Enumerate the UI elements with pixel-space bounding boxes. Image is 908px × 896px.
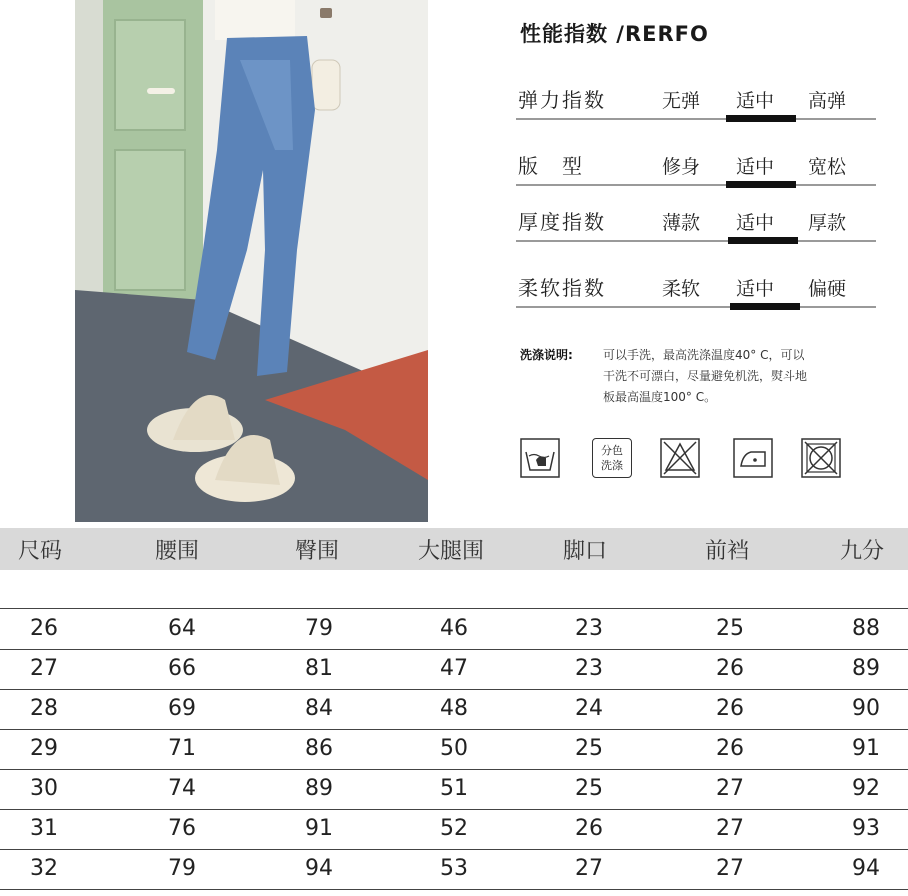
table-row: [0, 809, 908, 850]
elasticity-selected-marker: [726, 115, 796, 122]
header-waist: 腰围: [155, 539, 200, 564]
wash-instructions: [520, 345, 850, 408]
cell-thigh: 48: [440, 696, 468, 721]
cell-length: 91: [852, 736, 880, 761]
header-hip: 臀围: [295, 539, 340, 564]
table-row: [0, 649, 908, 690]
cell-hip: 89: [305, 776, 333, 801]
softness-row: [516, 270, 876, 308]
fit-option-3: 宽松: [808, 156, 847, 178]
cell-length: 92: [852, 776, 880, 801]
fit-option-2: 适中: [736, 156, 775, 178]
wash-line-1: 可以手洗，最高洗涤温度40° C，可以: [603, 348, 805, 362]
softness-option-3: 偏硬: [808, 278, 847, 300]
cell-leg-opening: 26: [575, 816, 603, 841]
elasticity-option-2: 适中: [736, 90, 775, 112]
softness-selected-marker: [730, 303, 800, 310]
cell-front-rise: 27: [716, 856, 744, 881]
table-row: [0, 729, 908, 770]
cell-leg-opening: 23: [575, 616, 603, 641]
separate-wash-text-1: 分色: [601, 444, 623, 457]
cell-front-rise: 25: [716, 616, 744, 641]
cell-thigh: 46: [440, 616, 468, 641]
separate-wash-text-2: 洗涤: [601, 459, 623, 472]
softness-label: 柔软指数: [518, 276, 606, 300]
cell-length: 88: [852, 616, 880, 641]
cell-front-rise: 27: [716, 776, 744, 801]
cell-hip: 79: [305, 616, 333, 641]
softness-option-1: 柔软: [662, 278, 701, 300]
size-table-header: [0, 528, 908, 570]
wash-label: 洗涤说明:: [520, 348, 573, 362]
cell-length: 93: [852, 816, 880, 841]
cell-length: 94: [852, 856, 880, 881]
header-thigh: 大腿围: [418, 539, 485, 564]
fit-row: [516, 148, 876, 186]
thickness-option-1: 薄款: [662, 212, 701, 234]
cell-hip: 84: [305, 696, 333, 721]
cell-waist: 69: [168, 696, 196, 721]
cell-hip: 91: [305, 816, 333, 841]
elasticity-label: 弹力指数: [518, 88, 606, 112]
table-row: [0, 689, 908, 730]
cell-size: 26: [30, 616, 58, 641]
cell-leg-opening: 24: [575, 696, 603, 721]
softness-option-2: 适中: [736, 278, 775, 300]
no-bleach-icon: [660, 438, 700, 478]
cell-hip: 94: [305, 856, 333, 881]
cell-thigh: 47: [440, 656, 468, 681]
header-front-rise: 前裆: [705, 539, 750, 564]
wash-line-2: 干洗不可漂白，尽量避免机洗，熨斗地: [603, 369, 808, 383]
cell-hip: 81: [305, 656, 333, 681]
cell-front-rise: 26: [716, 696, 744, 721]
cell-waist: 79: [168, 856, 196, 881]
cell-waist: 64: [168, 616, 196, 641]
cell-front-rise: 26: [716, 736, 744, 761]
cell-front-rise: 26: [716, 656, 744, 681]
product-photo: [75, 0, 428, 522]
cell-hip: 86: [305, 736, 333, 761]
elasticity-option-1: 无弹: [662, 90, 701, 112]
performance-title: 性能指数 /RERFO: [520, 22, 709, 46]
cell-size: 29: [30, 736, 58, 761]
cell-leg-opening: 23: [575, 656, 603, 681]
cell-thigh: 53: [440, 856, 468, 881]
thickness-row: [516, 204, 876, 242]
iron-icon: [733, 438, 773, 478]
elasticity-row: [516, 82, 876, 120]
cell-leg-opening: 27: [575, 856, 603, 881]
cell-thigh: 52: [440, 816, 468, 841]
table-row: [0, 609, 908, 650]
cell-size: 27: [30, 656, 58, 681]
cell-size: 32: [30, 856, 58, 881]
header-size: 尺码: [18, 539, 63, 564]
cell-size: 31: [30, 816, 58, 841]
cell-waist: 74: [168, 776, 196, 801]
fit-selected-marker: [726, 181, 796, 188]
fit-label: 版 型: [518, 154, 584, 178]
cell-waist: 71: [168, 736, 196, 761]
table-row: [0, 849, 908, 890]
cell-front-rise: 27: [716, 816, 744, 841]
wash-line-3: 板最高温度100° C。: [603, 390, 717, 404]
header-leg-opening: 脚口: [563, 539, 608, 564]
cell-thigh: 51: [440, 776, 468, 801]
hand-wash-icon: [520, 438, 560, 478]
thickness-label: 厚度指数: [518, 210, 606, 234]
header-length: 九分: [840, 539, 885, 564]
cell-length: 90: [852, 696, 880, 721]
cell-size: 30: [30, 776, 58, 801]
cell-size: 28: [30, 696, 58, 721]
cell-length: 89: [852, 656, 880, 681]
tumble-dry-icon: [801, 438, 841, 478]
separate-wash-icon: [592, 438, 632, 478]
thickness-selected-marker: [728, 237, 798, 244]
cell-waist: 66: [168, 656, 196, 681]
elasticity-option-3: 高弹: [808, 90, 847, 112]
table-row: [0, 769, 908, 810]
cell-waist: 76: [168, 816, 196, 841]
cell-leg-opening: 25: [575, 776, 603, 801]
cell-leg-opening: 25: [575, 736, 603, 761]
thickness-option-2: 适中: [736, 212, 775, 234]
fit-option-1: 修身: [662, 156, 701, 178]
thickness-option-3: 厚款: [808, 212, 847, 234]
cell-thigh: 50: [440, 736, 468, 761]
